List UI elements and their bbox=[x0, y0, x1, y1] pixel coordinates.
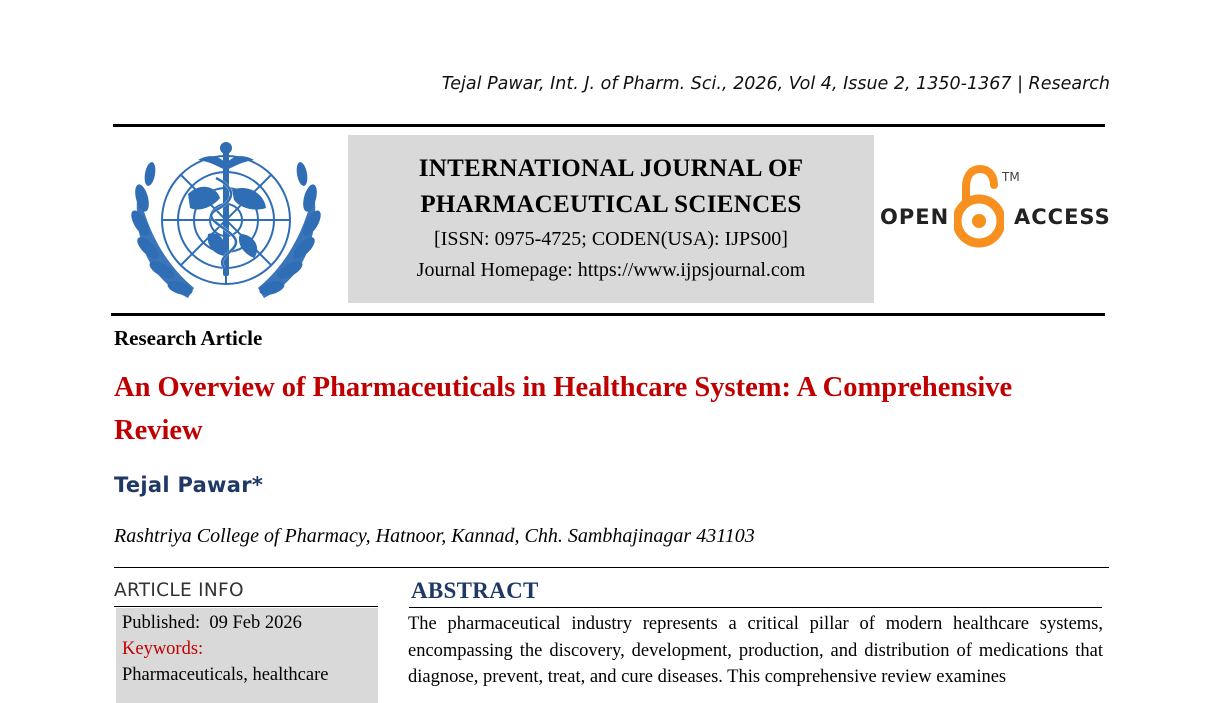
header-bottom-rule bbox=[111, 313, 1105, 316]
un-emblem-caduceus-logo-icon bbox=[128, 138, 324, 306]
article-info-box bbox=[116, 608, 378, 703]
abstract-heading: ABSTRACT bbox=[411, 578, 539, 603]
article-info-rule bbox=[114, 606, 378, 607]
keywords-value: Pharmaceuticals, healthcare bbox=[122, 665, 329, 685]
published-date: 09 Feb 2026 bbox=[209, 613, 302, 633]
open-access-word-open: OPEN bbox=[880, 205, 950, 229]
journal-homepage[interactable]: Journal Homepage: https://www.ijpsjournal.com bbox=[416, 259, 806, 281]
top-rule bbox=[113, 124, 1105, 127]
article-title: An Overview of Pharmaceuticals in Healthcare System: A Comprehensive Review bbox=[114, 372, 1013, 446]
journal-name-line2: PHARMACEUTICAL SCIENCES bbox=[420, 191, 802, 218]
author-name[interactable]: Tejal Pawar* bbox=[114, 473, 264, 497]
article-info-heading: ARTICLE INFO bbox=[114, 580, 244, 601]
open-access-word-access: ACCESS bbox=[1014, 205, 1111, 229]
journal-issn: [ISSN: 0975-4725; CODEN(USA): IJPS00] bbox=[434, 228, 788, 250]
open-access-badge bbox=[880, 165, 1110, 255]
published-label: Published: bbox=[122, 613, 201, 633]
keywords-label: Keywords: bbox=[122, 639, 204, 659]
article-type: Research Article bbox=[114, 326, 263, 350]
affiliation-rule bbox=[114, 567, 1109, 568]
running-head: Tejal Pawar, Int. J. of Pharm. Sci., 2026, Vol 4, Issue 2, 1350-1367 | Research bbox=[441, 74, 1110, 94]
open-access-trademark: TM bbox=[1002, 170, 1020, 184]
abstract-rule bbox=[409, 607, 1102, 608]
journal-name-line1: INTERNATIONAL JOURNAL OF bbox=[418, 155, 804, 182]
published-line bbox=[122, 610, 372, 636]
author-affiliation: Rashtriya College of Pharmacy, Hatnoor, Kannad, Chh. Sambhajinagar 431103 bbox=[114, 525, 755, 547]
abstract-text: The pharmaceutical industry represents a critical pillar of modern healthcare systems, encompassing the discovery, development, production, and distribution of medications that diagnose, prevent, treat, and cure diseases. This comprehensive review examines bbox=[408, 614, 1103, 687]
journal-banner bbox=[348, 135, 874, 303]
journal-logo bbox=[128, 138, 324, 306]
open-access-lock-icon bbox=[954, 165, 1004, 251]
